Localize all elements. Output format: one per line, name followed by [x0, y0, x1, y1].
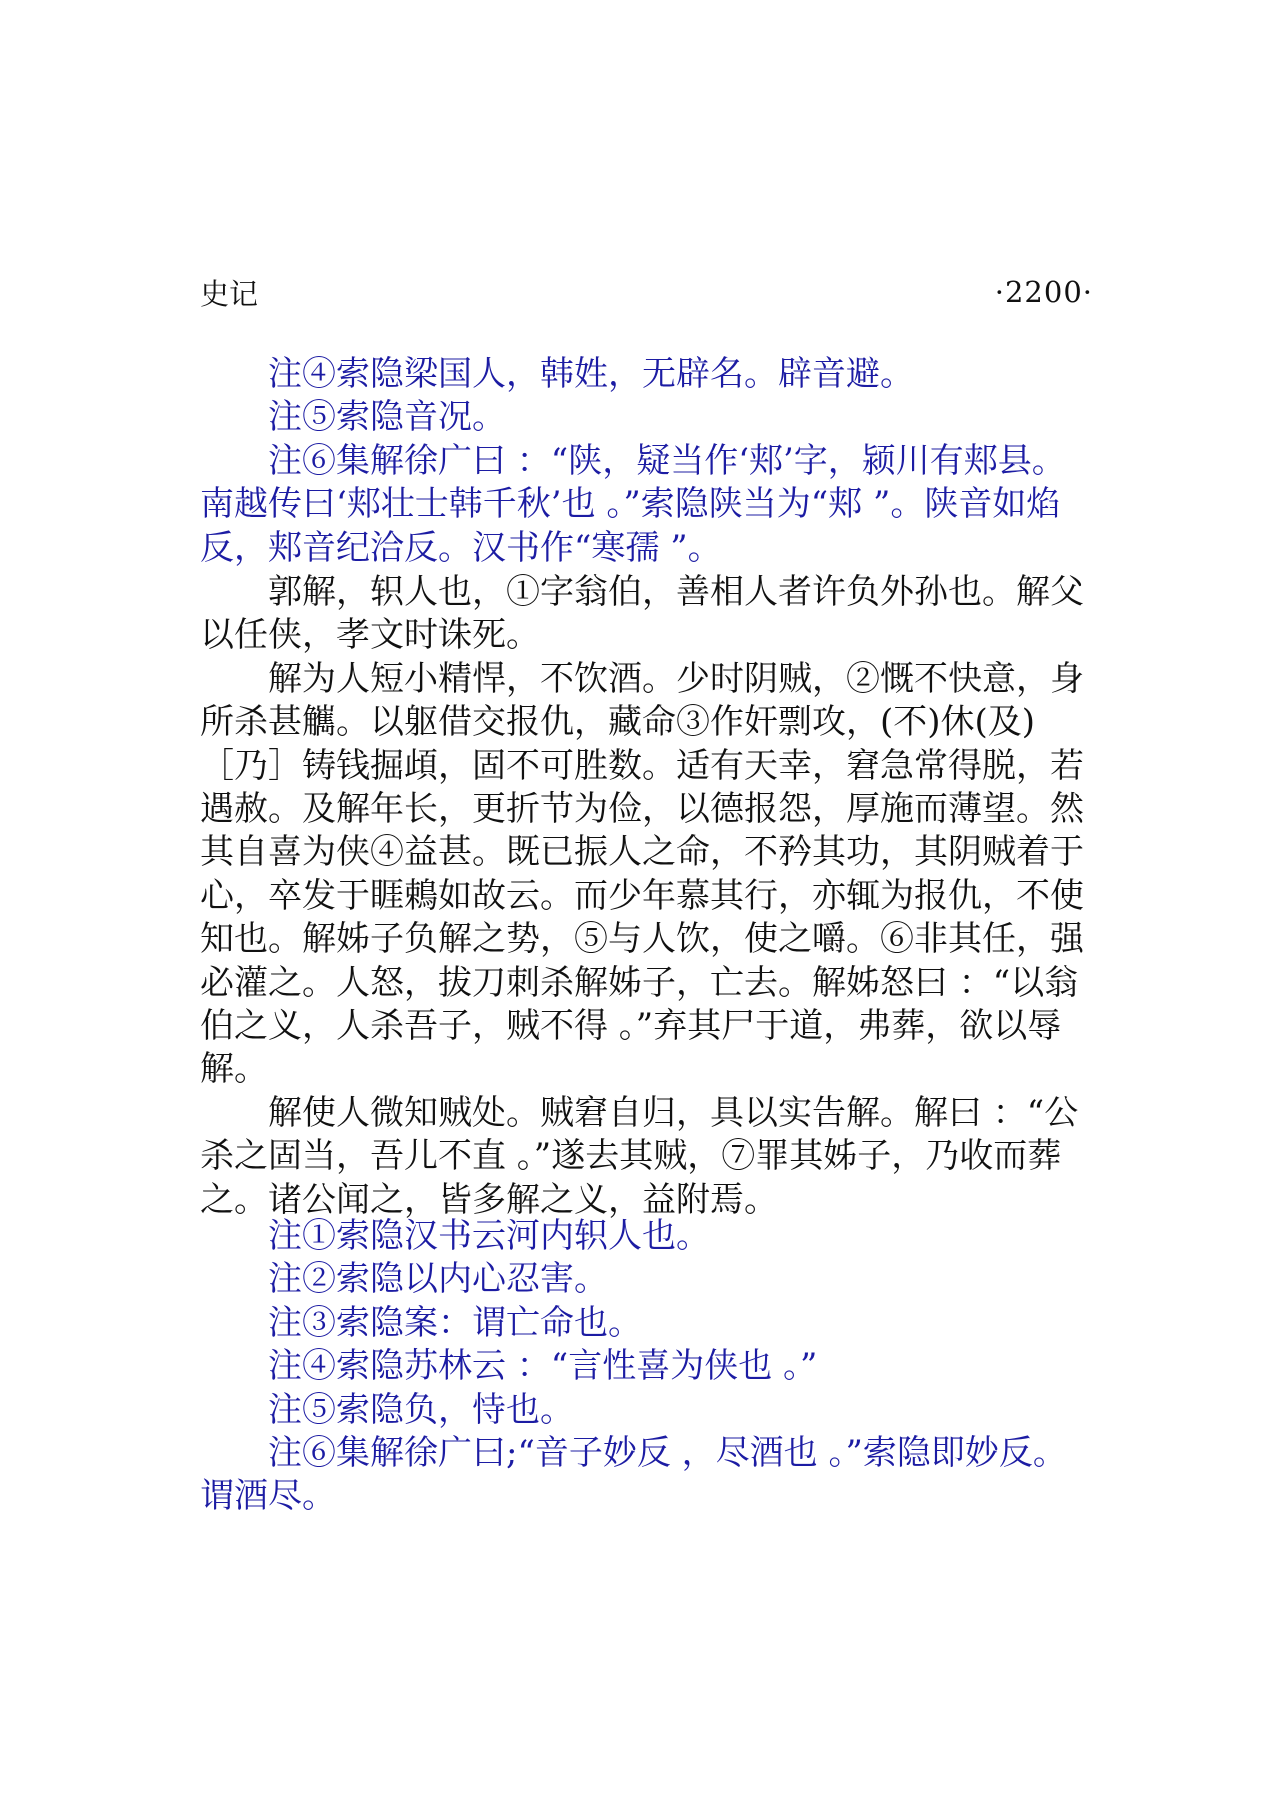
annotation-note: 注④索隐梁国人，韩姓，无辟名。辟音避。	[268, 354, 914, 394]
annotations-bottom	[200, 1215, 1093, 1519]
annotation-note: 注⑥集解徐广曰 ：“陕，疑当作‘郏’字，颍川有郏县。南越传曰‘郏壮士韩千秋’也 。”索隐陕当为“郏 ”。陕音如焰反，郏音纪洽反。汉书作“寒孺 ”。	[200, 440, 1066, 568]
body-paragraph: 郭解，轵人也，①字翁伯，善相人者许负外孙也。解父以任侠，孝文时诛死。	[200, 572, 1084, 656]
annotation-note: 注④索隐苏林云 ：“言性喜为侠也 。”	[268, 1346, 818, 1387]
book-title: 史记	[200, 276, 259, 311]
page-number: ·2200·	[994, 275, 1093, 309]
body-paragraph: 解使人微知贼处。贼窘自归，具以实告解。解曰 ：“公杀之固当，吾儿不直 。”遂去其贼，⑦罪其姊子，乃收而葬之。诸公闻之，皆多解之义，益附焉。	[200, 1092, 1079, 1220]
annotation-note: 注⑤索隐音况。	[268, 397, 506, 438]
annotation-note: 注⑤索隐负，恃也。	[268, 1389, 574, 1430]
main-text	[200, 571, 1093, 1222]
annotation-note: 注①索隐汉书云河内轵人也。	[268, 1216, 710, 1256]
annotation-note: 注②索隐以内心忍害。	[268, 1259, 608, 1300]
page-header	[200, 267, 1093, 317]
annotations-top	[200, 353, 1093, 570]
annotation-note: 注③索隐案：谓亡命也。	[268, 1302, 642, 1343]
body-paragraph: 解为人短小精悍，不饮酒。少时阴贼，②慨不快意，身所杀甚觽。以躯借交报仇，藏命③作奸剽攻，(不)休(及)［乃］铸钱掘頉，固不可胜数。适有天幸，窘急常得脱，若遇赦。及解年长，更折节为俭，以德报怨，厚施而薄望。然其自喜为侠④益甚。既已振人之命，不矜其功，其阴贼着于心，卒发于睚鵣如故云。而少年慕其行，亦辄为报仇，不使知也。解姊子负解之势，⑤与人饮，使之嚼。⑥非其任，强必灌之。人怒，拔刀刺杀解姊子，亡去。解姊怒曰 ：“以翁伯之义，人杀吾子，贼不得 。”弃其尸于道，弗葬，欲以辱解。	[200, 658, 1084, 1090]
annotation-note: 注⑥集解徐广曰;“音子妙反 ，尽酒也 。”索隐即妙反。谓酒尽。	[200, 1433, 1067, 1517]
